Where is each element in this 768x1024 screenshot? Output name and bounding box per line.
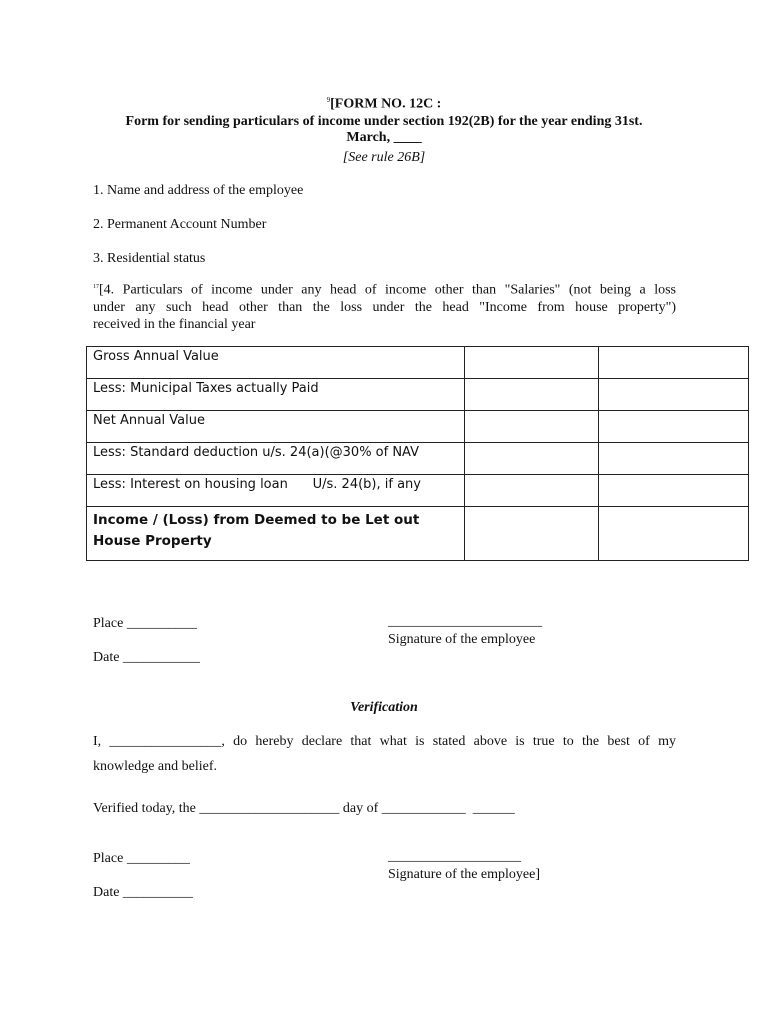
- signature-line[interactable]: ______________________: [388, 614, 542, 629]
- table-row: [87, 443, 749, 475]
- declaration-line2: knowledge and belief.: [93, 759, 218, 774]
- value-cell[interactable]: [599, 379, 749, 411]
- item-pan: 2. Permanent Account Number: [93, 217, 267, 232]
- value-cell[interactable]: [599, 475, 749, 507]
- rule-reference: [See rule 26B]: [342, 150, 426, 165]
- value-cell[interactable]: [599, 507, 749, 561]
- signature-line-2[interactable]: ___________________: [388, 849, 521, 864]
- table-row: [87, 411, 749, 443]
- form-title: [0, 96, 768, 113]
- value-cell[interactable]: [599, 443, 749, 475]
- income-table: [86, 346, 749, 561]
- row-label: Less: Interest on housing loan U/s. 24(b), if any: [87, 475, 465, 507]
- value-cell[interactable]: [465, 443, 599, 475]
- row-label: Net Annual Value: [87, 411, 465, 443]
- place-field[interactable]: Place __________: [93, 616, 197, 631]
- item4-line1: [4. Particulars of income under any head of income other than "Salaries" (not being a loss: [99, 282, 676, 298]
- item4-line2: under any such head other than the loss under the head "Income from house property"): [93, 299, 676, 315]
- value-cell[interactable]: [465, 379, 599, 411]
- total-label: [87, 507, 465, 561]
- footnote-mark-17: 17: [93, 284, 99, 290]
- form-title-text: [FORM NO. 12C :: [330, 96, 442, 112]
- item-name-address: 1. Name and address of the employee: [93, 183, 304, 198]
- item4-line3: received in the financial year: [93, 316, 256, 332]
- item-residential-status: 3. Residential status: [93, 251, 206, 266]
- place-field-2[interactable]: Place _________: [93, 851, 190, 866]
- verified-today-line[interactable]: Verified today, the ____________________ day of ____________ ______: [93, 801, 515, 816]
- form-subtitle: Form for sending particulars of income under section 192(2B) for the year ending 31st.: [125, 114, 643, 129]
- item-income-particulars: [93, 279, 676, 333]
- table-row: [87, 475, 749, 507]
- table-row-total: [87, 507, 749, 561]
- value-cell[interactable]: [465, 347, 599, 379]
- row-label: Gross Annual Value: [87, 347, 465, 379]
- declaration-line1: I, ________________, do hereby declare that what is stated above is true to the best of my: [93, 734, 676, 749]
- table-row: [87, 347, 749, 379]
- table-row: [87, 379, 749, 411]
- value-cell[interactable]: [599, 411, 749, 443]
- form-subtitle-year: March, ____: [346, 130, 422, 145]
- value-cell[interactable]: [465, 475, 599, 507]
- footnote-mark: 9: [326, 96, 331, 104]
- verification-title: Verification: [350, 700, 418, 715]
- total-label-line1: Income / (Loss) from Deemed to be Let out: [93, 512, 420, 528]
- signature-label-2: Signature of the employee]: [388, 867, 541, 882]
- value-cell[interactable]: [465, 411, 599, 443]
- date-field[interactable]: Date ___________: [93, 650, 200, 665]
- total-label-line2: House Property: [93, 533, 212, 549]
- signature-label: Signature of the employee: [388, 632, 536, 647]
- value-cell[interactable]: [465, 507, 599, 561]
- row-label: Less: Standard deduction u/s. 24(a)(@30% of NAV: [87, 443, 465, 475]
- row-label: Less: Municipal Taxes actually Paid: [87, 379, 465, 411]
- date-field-2[interactable]: Date __________: [93, 885, 193, 900]
- value-cell[interactable]: [599, 347, 749, 379]
